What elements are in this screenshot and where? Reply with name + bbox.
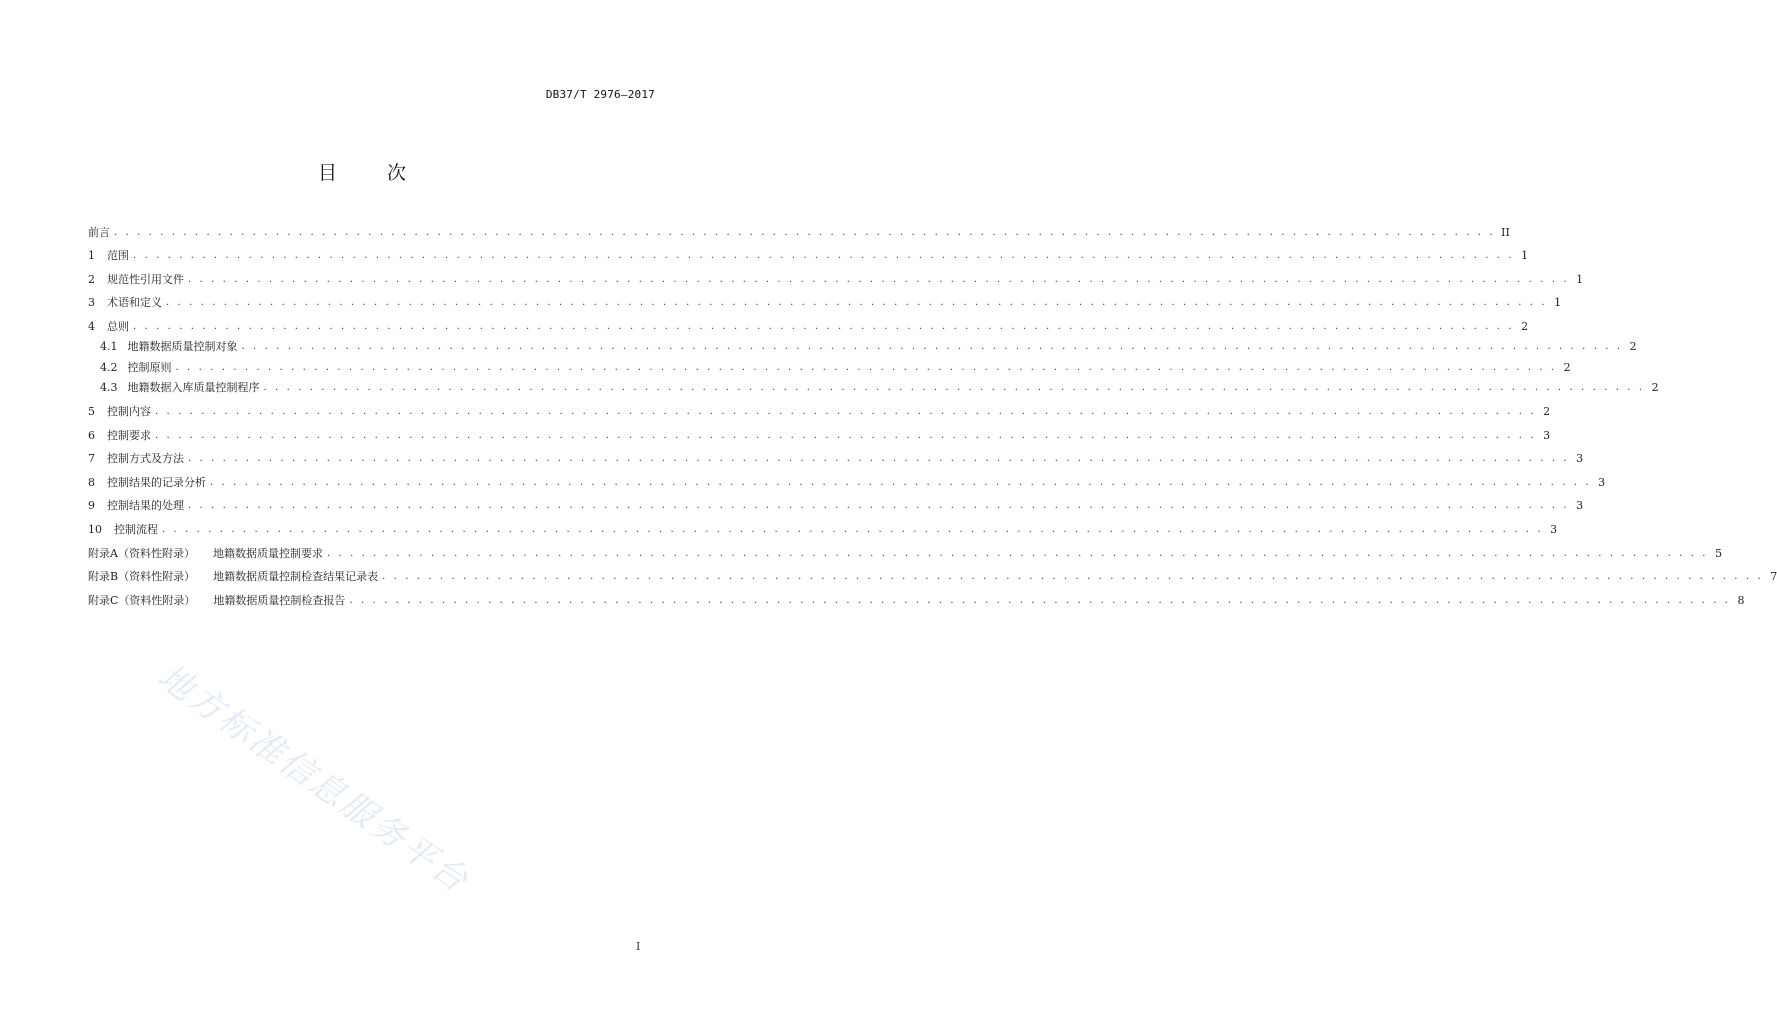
toc-entry[interactable] — [88, 490, 1584, 514]
toc-entry-number: 4.1 — [100, 340, 118, 354]
toc-leader-dots: . . . . . . . . . . . . . . . . . . . . . . . . . . . . . . . . . . . . . . . . . . . . . . . . . . . . . . . . . . . . . . . . . . . . . . . . . . . . . . . . . . . . . . . . . . . . . . . . . . . . . . . . . . . . . . . . . . . . . . . . — [175, 361, 1557, 373]
toc-entry-label: 控制结果的处理 — [107, 499, 184, 513]
watermark: 地方标准信息服务平台 — [150, 656, 477, 902]
toc-leader-dots: . . . . . . . . . . . . . . . . . . . . . . . . . . . . . . . . . . . . . . . . . . . . . . . . . . . . . . . . . . . . . . . . . . . . . . . . . . . . . . . . . . . . . . . . . . . . . . . . . . . . . . . . . . . . . . . . . . . . . . . . — [155, 406, 1537, 418]
toc-entry-number: 9 — [88, 499, 95, 513]
toc-entry-label: 控制流程 — [114, 523, 158, 537]
toc-entry-number: 4 — [88, 319, 95, 333]
toc-entry-number: 附录B（资料性附录） — [88, 570, 196, 584]
toc-entry-label: 规范性引用文件 — [107, 272, 184, 286]
toc-entry-label: 控制方式及方法 — [107, 452, 184, 466]
toc-entry-number: 10 — [88, 523, 102, 537]
toc-entry-page: 3 — [1543, 428, 1551, 442]
toc-entry-page: 2 — [1629, 340, 1637, 354]
table-of-contents — [88, 216, 1777, 608]
toc-entry-number: 6 — [88, 428, 95, 442]
page-title: 目 次 — [317, 162, 429, 184]
toc-entry-number: 附录C（资料性附录） — [88, 593, 196, 607]
toc-entry-number: 1 — [88, 249, 95, 263]
toc-entry-page: 7 — [1770, 570, 1777, 584]
toc-entry-page: 2 — [1543, 405, 1551, 419]
toc-entry[interactable] — [88, 561, 1777, 585]
toc-leader-dots: . . . . . . . . . . . . . . . . . . . . . . . . . . . . . . . . . . . . . . . . . . . . . . . . . . . . . . . . . . . . . . . . . . . . . . . . . . . . . . . . . . . . . . . . . . . . . . . . . . . . . . . . . . . . . . . . . . . . . . . . — [155, 429, 1537, 441]
toc-entry[interactable] — [88, 310, 1529, 334]
toc-entry[interactable] — [88, 513, 1558, 537]
toc-entry-label: 术语和定义 — [107, 296, 162, 310]
toc-entry-number: 附录A（资料性附录） — [88, 546, 195, 560]
toc-entry-page: 2 — [1651, 381, 1659, 395]
toc-entry-number: 4.2 — [100, 360, 118, 374]
toc-entry-number: 4.3 — [100, 381, 118, 395]
toc-leader-dots: . . . . . . . . . . . . . . . . . . . . . . . . . . . . . . . . . . . . . . . . . . . . . . . . . . . . . . . . . . . . . . . . . . . . . . . . . . . . . . . . . . . . . . . . . . . . . . . . . . . . . . . . . . . . . . . . . . . . . . . . — [326, 547, 1709, 559]
toc-entry-page: 3 — [1550, 523, 1558, 537]
toc-leader-dots: . . . . . . . . . . . . . . . . . . . . . . . . . . . . . . . . . . . . . . . . . . . . . . . . . . . . . . . . . . . . . . . . . . . . . . . . . . . . . . . . . . . . . . . . . . . . . . . . . . . . . . . . . . . . . . . . . . . . . . . . — [166, 297, 1548, 309]
toc-entry[interactable] — [88, 419, 1551, 443]
toc-entry[interactable] — [88, 537, 1723, 561]
toc-entry-label: 地籍数据质量控制对象 — [127, 340, 238, 354]
toc-entry-label: 控制要求 — [107, 428, 151, 442]
toc-entry-page: 5 — [1715, 546, 1723, 560]
toc-leader-dots: . . . . . . . . . . . . . . . . . . . . . . . . . . . . . . . . . . . . . . . . . . . . . . . . . . . . . . . . . . . . . . . . . . . . . . . . . . . . . . . . . . . . . . . . . . . . . . . . . . . . . . . . . . . . . . . . . . . . . . . . — [162, 524, 1544, 536]
toc-entry-label: 地籍数据入库质量控制程序 — [127, 381, 260, 395]
toc-leader-dots: . . . . . . . . . . . . . . . . . . . . . . . . . . . . . . . . . . . . . . . . . . . . . . . . . . . . . . . . . . . . . . . . . . . . . . . . . . . . . . . . . . . . . . . . . . . . . . . . . . . . . . . . . . . . . . . . . . . . . . . . — [210, 476, 1592, 488]
toc-entry[interactable] — [88, 466, 1606, 490]
toc-entry-page: 8 — [1737, 593, 1745, 607]
toc-entry-label: 地籍数据质量控制检查结果记录表 — [213, 570, 379, 584]
toc-leader-dots: . . . . . . . . . . . . . . . . . . . . . . . . . . . . . . . . . . . . . . . . . . . . . . . . . . . . . . . . . . . . . . . . . . . . . . . . . . . . . . . . . . . . . . . . . . . . . . . . . . . . . . . . . . . . . . . . . . . . . . . . — [133, 320, 1515, 332]
toc-entry-page: 3 — [1576, 452, 1584, 466]
toc-entry[interactable] — [88, 334, 1637, 355]
toc-entry[interactable] — [88, 395, 1551, 419]
toc-entry[interactable] — [88, 240, 1529, 264]
toc-leader-dots: . . . . . . . . . . . . . . . . . . . . . . . . . . . . . . . . . . . . . . . . . . . . . . . . . . . . . . . . . . . . . . . . . . . . . . . . . . . . . . . . . . . . . . . . . . . . . . . . . . . . . . . . . . . . . . . . . . . . . . . . — [188, 453, 1570, 465]
toc-entry-number: 2 — [88, 272, 95, 286]
standard-number: DB37/T 2976—2017 — [545, 88, 655, 101]
toc-leader-dots: . . . . . . . . . . . . . . . . . . . . . . . . . . . . . . . . . . . . . . . . . . . . . . . . . . . . . . . . . . . . . . . . . . . . . . . . . . . . . . . . . . . . . . . . . . . . . . . . . . . . . . . . . . . . . . . . . . . . . . . . — [188, 273, 1570, 285]
toc-entry-label: 控制内容 — [107, 405, 151, 419]
page-number: I — [636, 940, 641, 953]
toc-entry-label: 总则 — [107, 319, 129, 333]
toc-entry-label: 地籍数据质量控制检查报告 — [213, 593, 346, 607]
toc-entry-page: 1 — [1576, 272, 1584, 286]
toc-entry-number: 7 — [88, 452, 95, 466]
toc-entry-label: 前言 — [88, 225, 110, 239]
toc-entry-number: 3 — [88, 296, 95, 310]
toc-entry-label: 控制原则 — [127, 360, 172, 374]
toc-entry[interactable] — [88, 287, 1562, 311]
toc-leader-dots: . . . . . . . . . . . . . . . . . . . . . . . . . . . . . . . . . . . . . . . . . . . . . . . . . . . . . . . . . . . . . . . . . . . . . . . . . . . . . . . . . . . . . . . . . . . . . . . . . . . . . . . . . . . . . . . . . . . . . . . . — [114, 226, 1496, 238]
toc-entry[interactable] — [88, 354, 1571, 375]
toc-entry-page: 3 — [1576, 499, 1584, 513]
toc-leader-dots: . . . . . . . . . . . . . . . . . . . . . . . . . . . . . . . . . . . . . . . . . . . . . . . . . . . . . . . . . . . . . . . . . . . . . . . . . . . . . . . . . . . . . . . . . . . . . . . . . . . . . . . . . . . . . . . . . . . . . . . . — [382, 571, 1764, 583]
toc-entry-page: 2 — [1521, 319, 1529, 333]
toc-leader-dots: . . . . . . . . . . . . . . . . . . . . . . . . . . . . . . . . . . . . . . . . . . . . . . . . . . . . . . . . . . . . . . . . . . . . . . . . . . . . . . . . . . . . . . . . . . . . . . . . . . . . . . . . . . . . . . . . . . . . . . . . — [263, 382, 1645, 394]
toc-leader-dots: . . . . . . . . . . . . . . . . . . . . . . . . . . . . . . . . . . . . . . . . . . . . . . . . . . . . . . . . . . . . . . . . . . . . . . . . . . . . . . . . . . . . . . . . . . . . . . . . . . . . . . . . . . . . . . . . . . . . . . . . — [133, 250, 1515, 262]
toc-entry-page: II — [1501, 225, 1510, 239]
toc-leader-dots: . . . . . . . . . . . . . . . . . . . . . . . . . . . . . . . . . . . . . . . . . . . . . . . . . . . . . . . . . . . . . . . . . . . . . . . . . . . . . . . . . . . . . . . . . . . . . . . . . . . . . . . . . . . . . . . . . . . . . . . . — [349, 594, 1731, 606]
toc-leader-dots: . . . . . . . . . . . . . . . . . . . . . . . . . . . . . . . . . . . . . . . . . . . . . . . . . . . . . . . . . . . . . . . . . . . . . . . . . . . . . . . . . . . . . . . . . . . . . . . . . . . . . . . . . . . . . . . . . . . . . . . . — [241, 341, 1623, 353]
toc-entry-page: 2 — [1563, 360, 1571, 374]
toc-entry-page: 1 — [1554, 296, 1562, 310]
toc-entry-label: 地籍数据质量控制要求 — [212, 546, 323, 560]
toc-entry-number: 5 — [88, 405, 95, 419]
toc-entry-label: 控制结果的记录分析 — [107, 475, 206, 489]
toc-entry-page: 3 — [1598, 475, 1606, 489]
toc-entry[interactable] — [88, 443, 1584, 467]
toc-leader-dots: . . . . . . . . . . . . . . . . . . . . . . . . . . . . . . . . . . . . . . . . . . . . . . . . . . . . . . . . . . . . . . . . . . . . . . . . . . . . . . . . . . . . . . . . . . . . . . . . . . . . . . . . . . . . . . . . . . . . . . . . — [188, 500, 1570, 512]
toc-entry-label: 范围 — [107, 249, 129, 263]
toc-entry[interactable] — [88, 375, 1659, 396]
toc-entry[interactable] — [88, 584, 1745, 608]
toc-entry[interactable] — [88, 263, 1584, 287]
toc-entry-number: 8 — [88, 475, 95, 489]
toc-entry[interactable] — [88, 216, 1510, 240]
toc-entry-page: 1 — [1521, 249, 1529, 263]
